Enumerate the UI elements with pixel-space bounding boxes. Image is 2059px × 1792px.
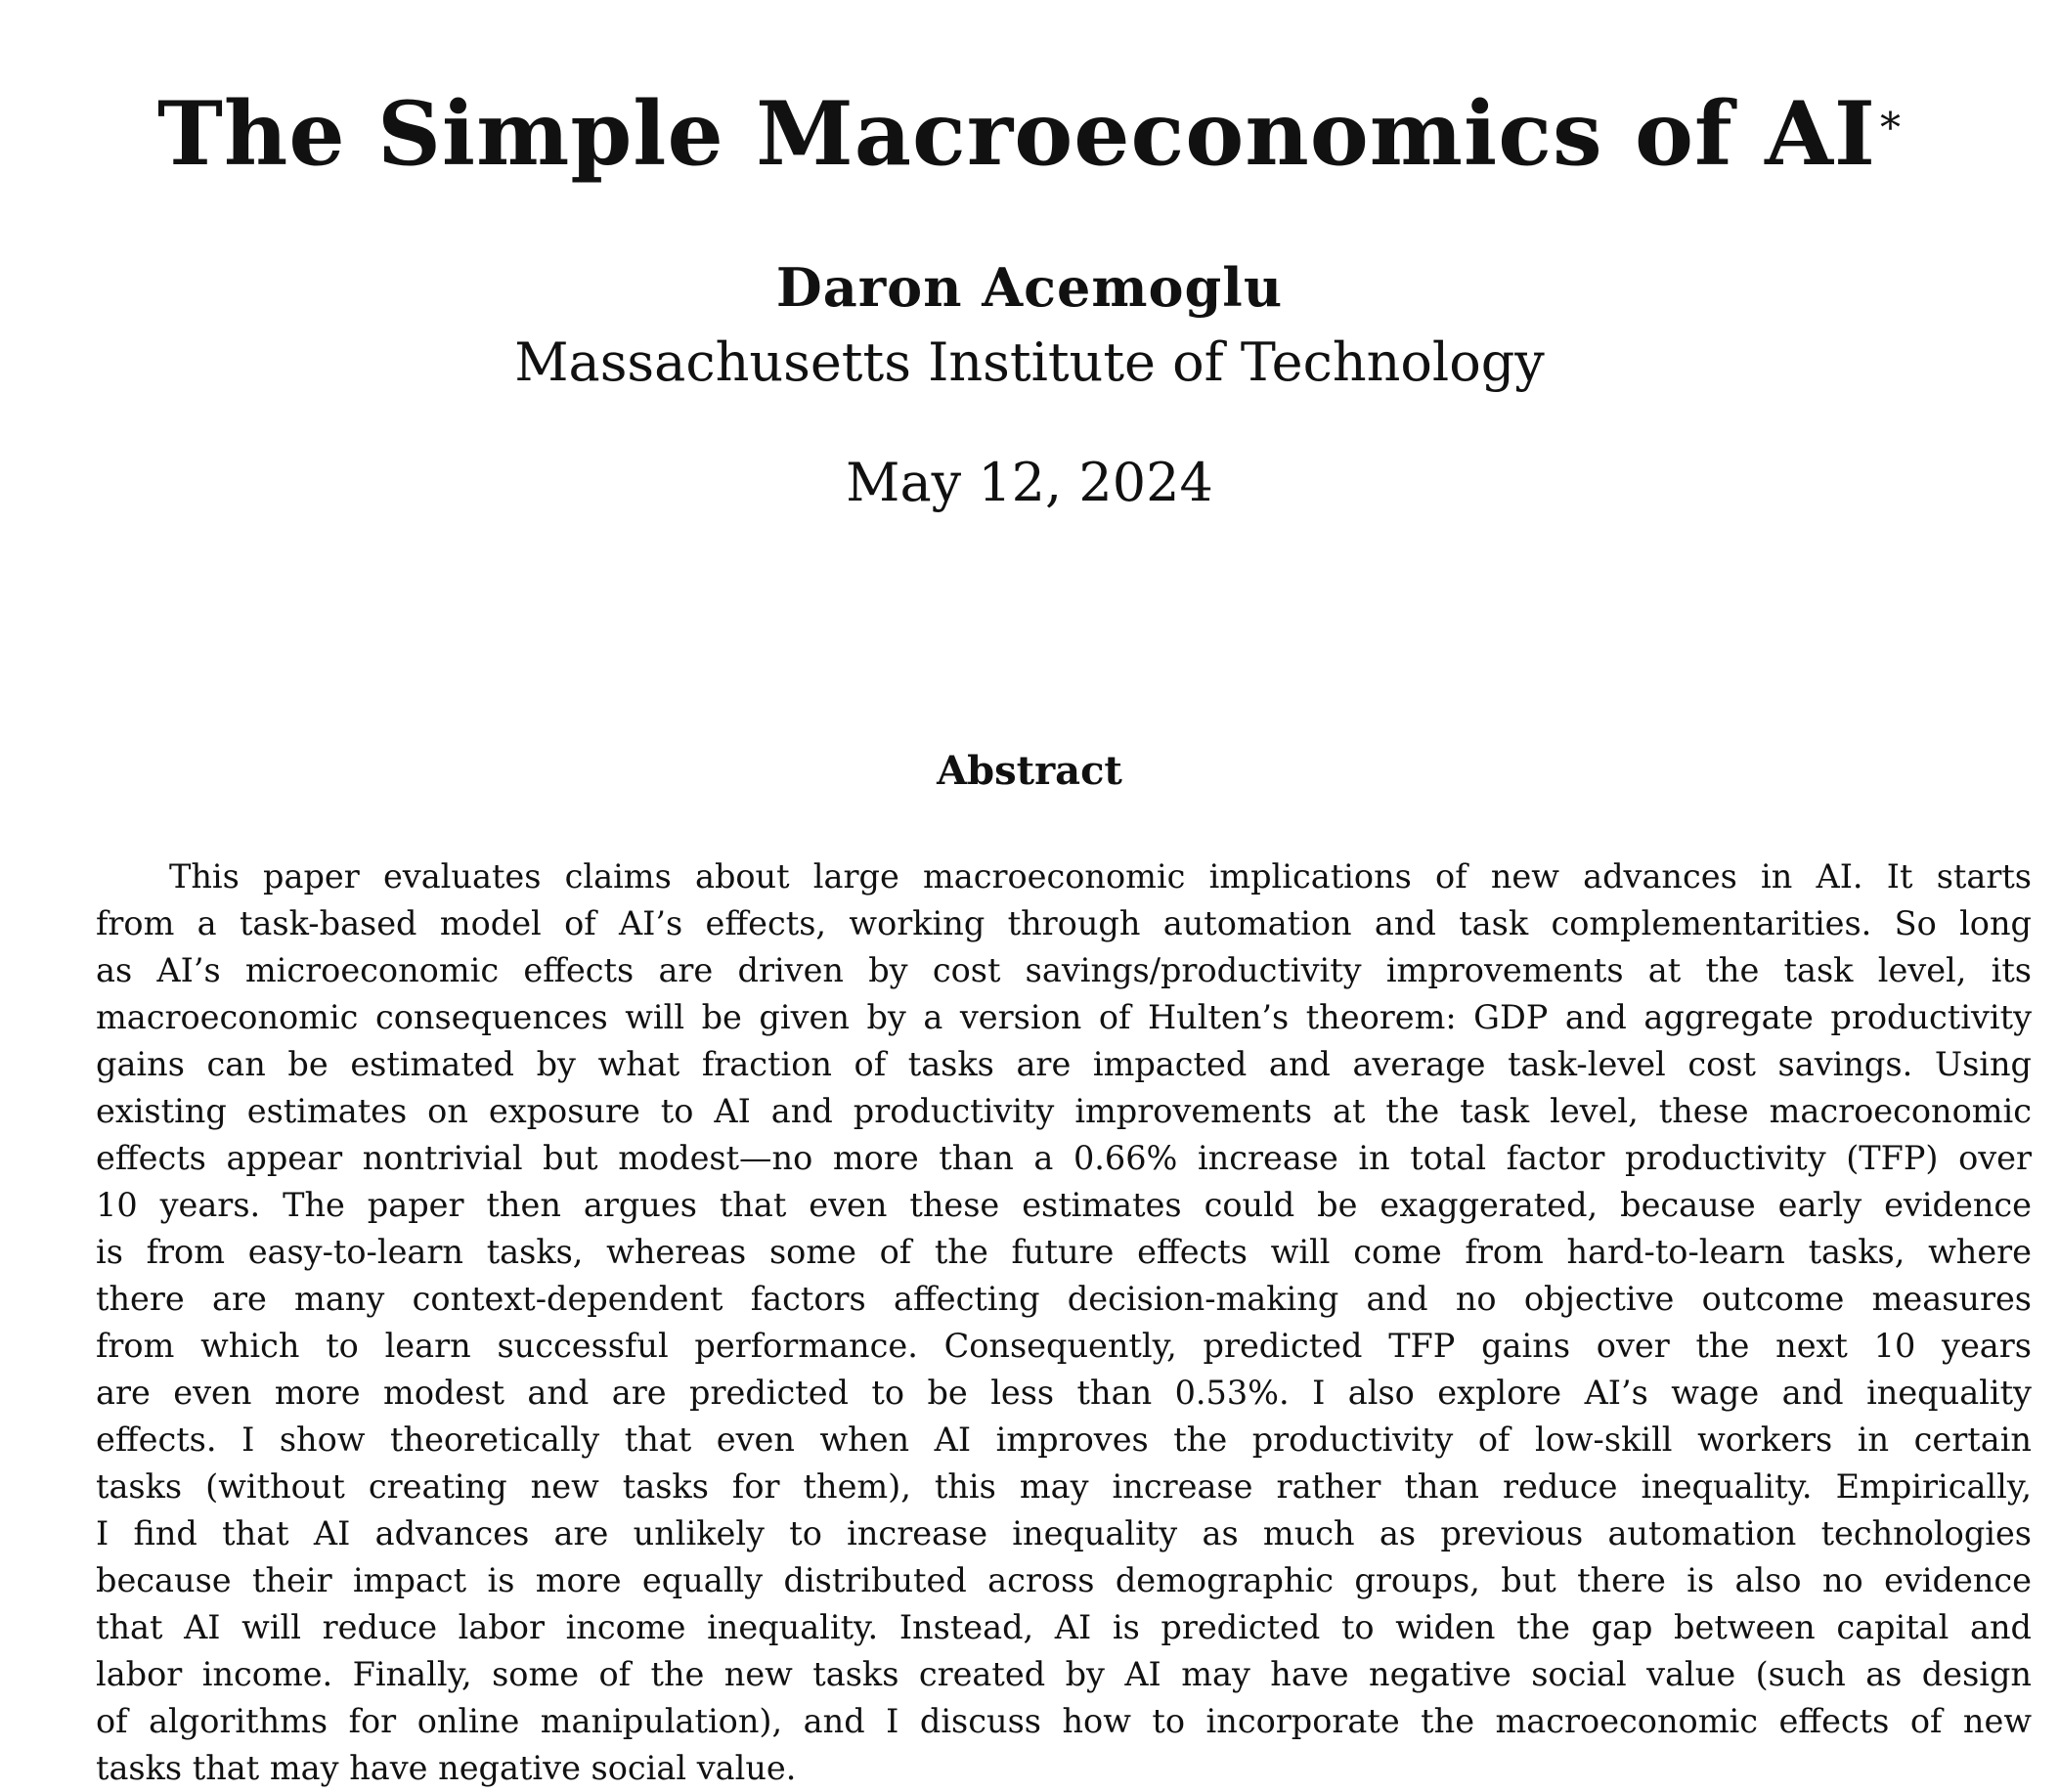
paper-title-text: The Simple Macroeconomics of AI (156, 82, 1877, 186)
abstract-line: is from easy-to-learn tasks, whereas some of the future effects will come from hard-to-learn tasks, where (96, 1233, 2032, 1271)
abstract-heading: Abstract (937, 748, 1122, 794)
abstract-line: I find that AI advances are unlikely to increase inequality as much as previous automation technologies (96, 1514, 2032, 1552)
abstract-line: there are many context-dependent factors affecting decision-making and no objective outcome measures (96, 1280, 2032, 1318)
author-affiliation: Massachusetts Institute of Technology (514, 331, 1545, 393)
title-footnote-mark[interactable]: * (1880, 104, 1903, 152)
abstract-line: existing estimates on exposure to AI and productivity improvements at the task level, these macroeconomic (96, 1092, 2032, 1130)
abstract-line: from which to learn successful performance. Consequently, predicted TFP gains over the next 10 years (96, 1327, 2032, 1365)
abstract-line: labor income. Finally, some of the new tasks created by AI may have negative social value (such as design (96, 1655, 2032, 1693)
abstract-line: tasks (without creating new tasks for them), this may increase rather than reduce inequality. Empirically, (96, 1467, 2032, 1506)
abstract-line: because their impact is more equally distributed across demographic groups, but there is also no evidence (96, 1561, 2032, 1599)
abstract-line: that AI will reduce labor income inequality. Instead, AI is predicted to widen the gap between capital and (96, 1608, 2032, 1646)
abstract-line: as AI’s microeconomic effects are driven by cost savings/productivity improvements at the task level, its (96, 951, 2032, 989)
abstract-line: from a task-based model of AI’s effects, working through automation and task complementarities. So long (96, 904, 2032, 942)
abstract-body (96, 853, 2032, 1792)
abstract-line: 10 years. The paper then argues that even these estimates could be exaggerated, because early evidence (96, 1186, 2032, 1224)
abstract-line: of algorithms for online manipulation), and I discuss how to incorporate the macroeconomic effects of new (96, 1702, 2032, 1740)
paper-date: May 12, 2024 (846, 452, 1213, 513)
abstract-line: macroeconomic consequences will be given by a version of Hulten’s theorem: GDP and aggregate productivity (96, 998, 2032, 1036)
abstract-line: effects. I show theoretically that even when AI improves the productivity of low-skill workers in certain (96, 1420, 2032, 1459)
abstract-line: are even more modest and are predicted to be less than 0.53%. I also explore AI’s wage and inequality (96, 1374, 2032, 1412)
paper-title (0, 80, 2059, 188)
author-name: Daron Acemoglu (775, 256, 1284, 319)
abstract-line: effects appear nontrivial but modest—no more than a 0.66% increase in total factor productivity (TFP) over (96, 1139, 2032, 1177)
abstract-line: gains can be estimated by what fraction of tasks are impacted and average task-level cost savings. Using (96, 1045, 2032, 1083)
abstract-line: tasks that may have negative social value. (96, 1749, 797, 1787)
abstract-line: This paper evaluates claims about large macroeconomic implications of new advances in AI. It starts (169, 857, 2032, 896)
